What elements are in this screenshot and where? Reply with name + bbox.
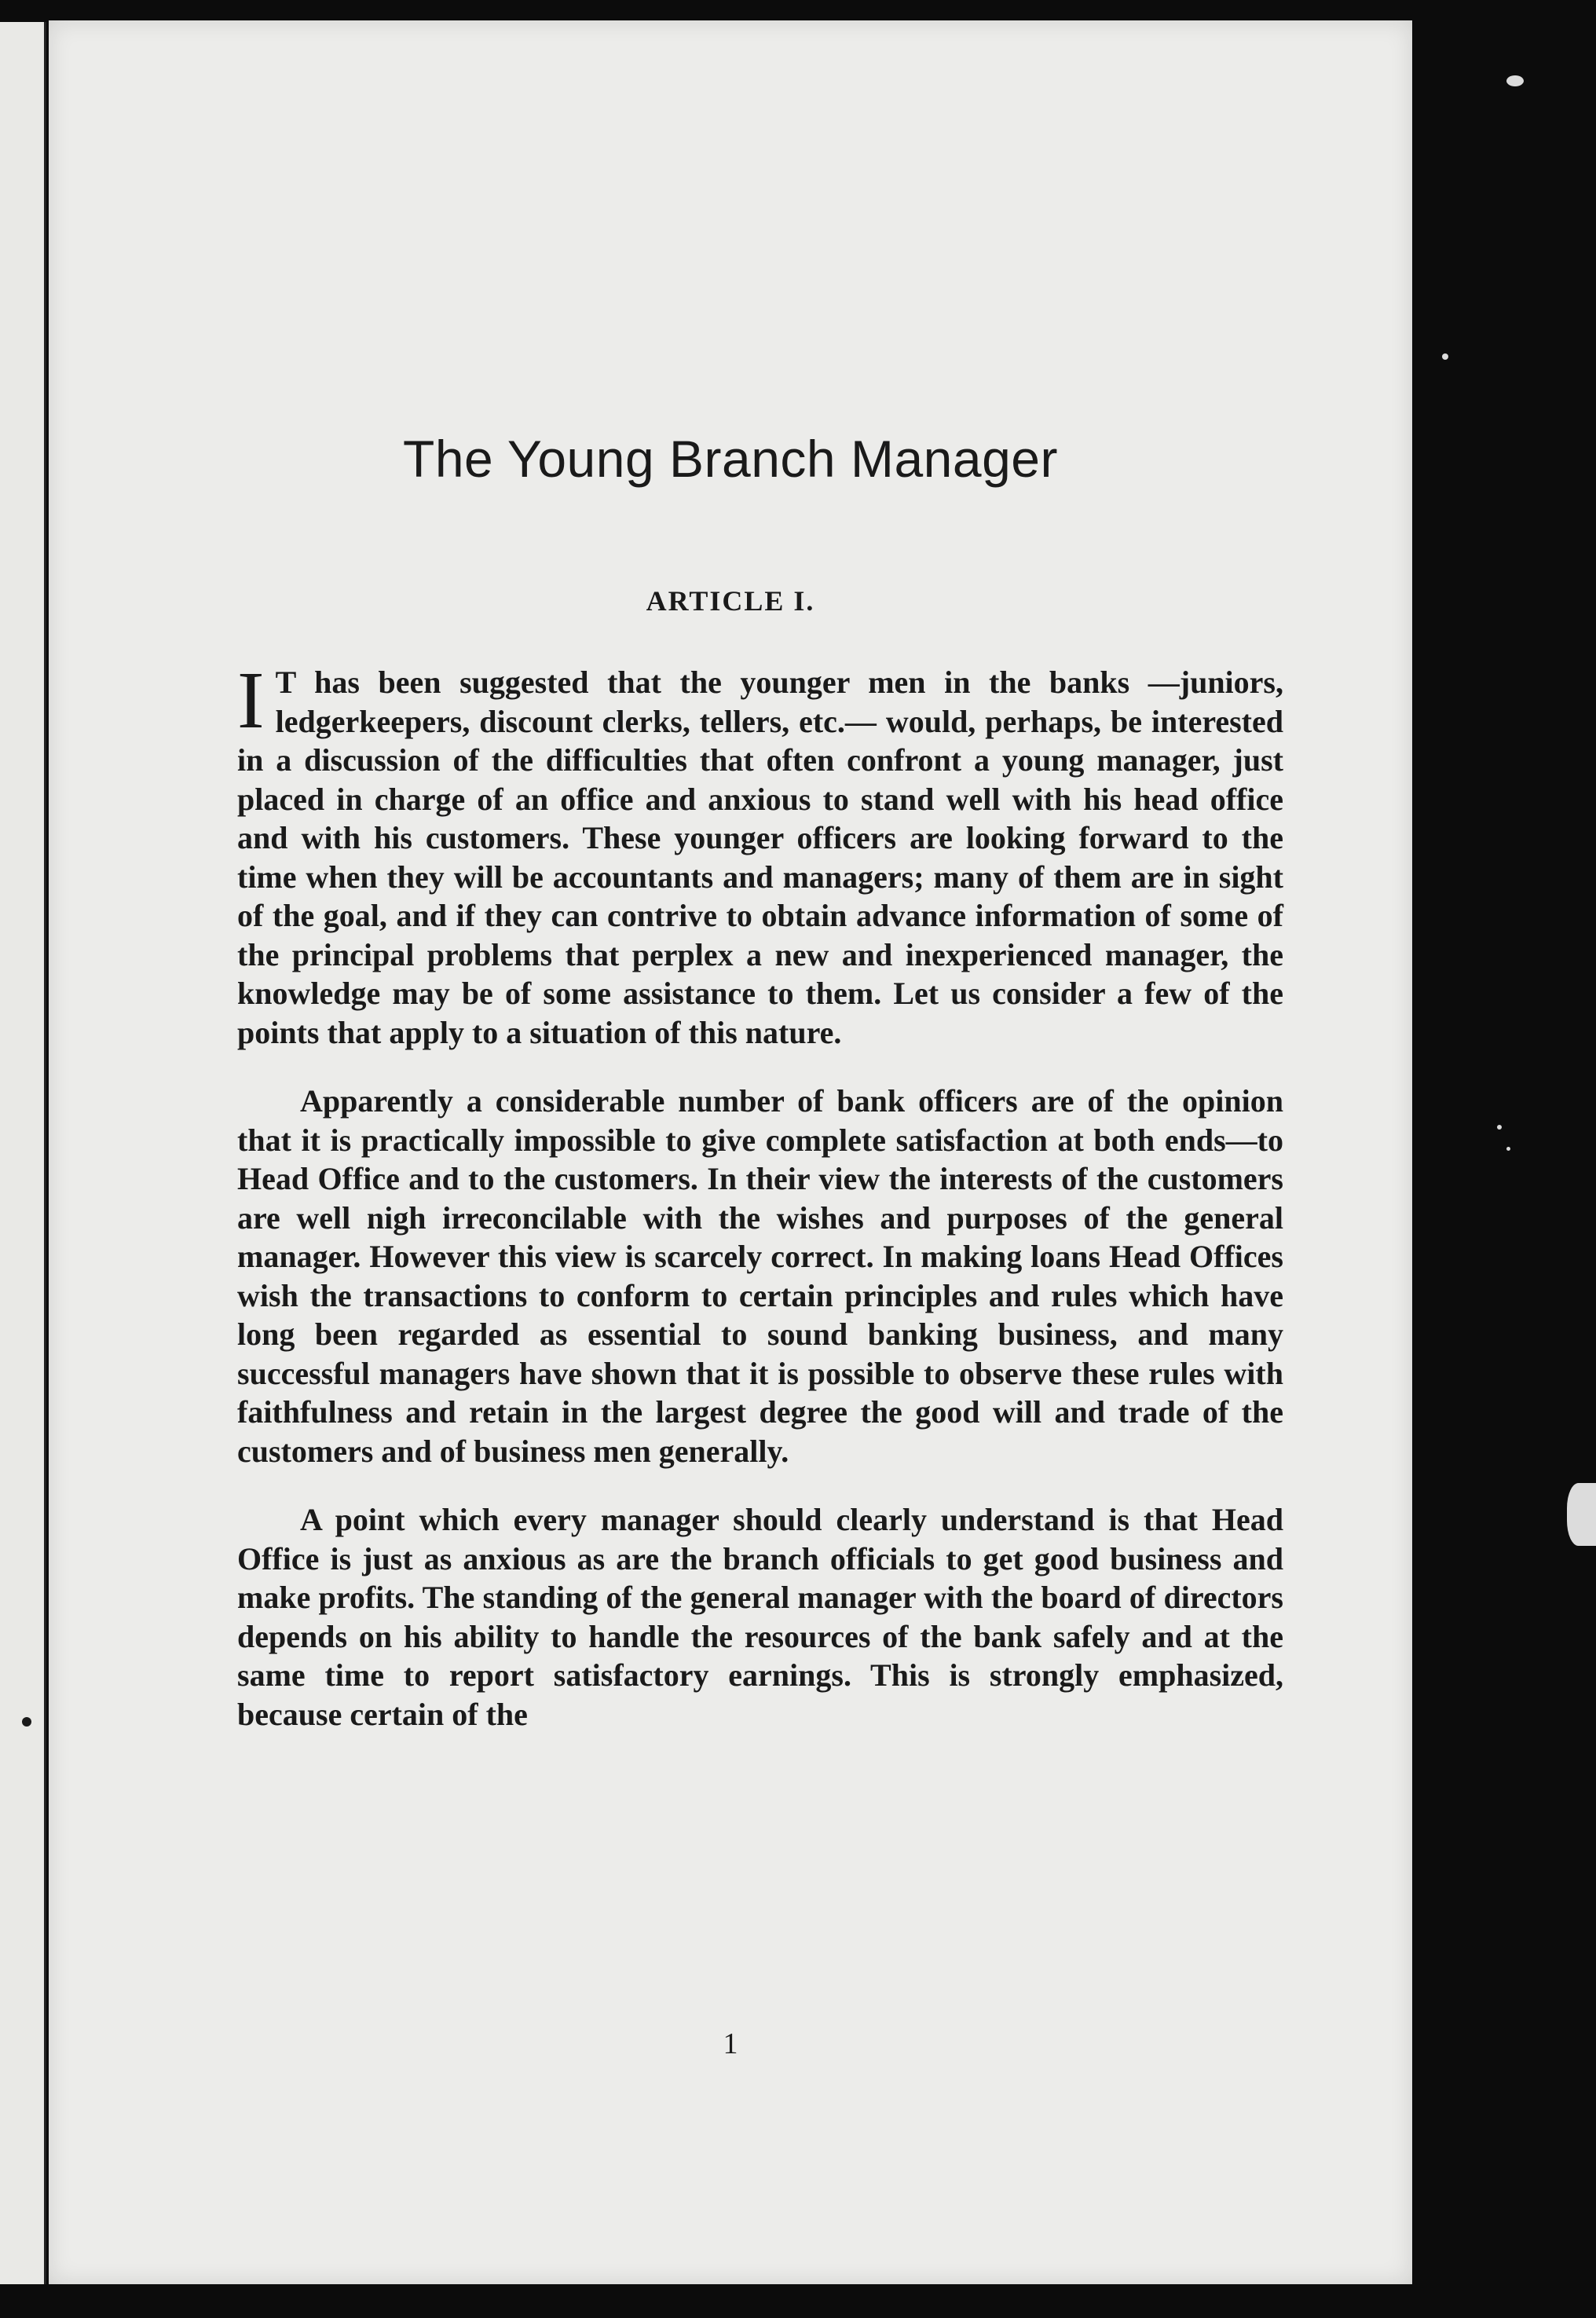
article-body: [237, 655, 1283, 1763]
scan-speck: [1497, 1125, 1502, 1130]
paragraph-3: A point which every manager should clearly understand is that Head Office is just as anxious as are the branch officials to get good business and make profits. The standing of the general manager with the board of directors depends on his ability to handle the resources of the bank safely and at the same time to report satisfactory earnings. This is strongly emphasized, because certain of the: [237, 1502, 1283, 1732]
paragraph-1: [237, 655, 1283, 1052]
scan-speck: [1506, 1147, 1510, 1151]
scan-speck: [22, 1717, 31, 1727]
paragraph-2: Apparently a considerable number of bank officers are of the opinion that it is practically impossible to give complete satisfaction at both ends—to Head Office and to the customers. In their view the interests of the customers are well nigh irreconcilable with the wishes and purposes of the general manager. However this view is scarcely correct. In making loans Head Offices wish the transactions to conform to certain principles and rules which have long been regarded as essential to sound banking business, and many successful managers have shown that it is possible to observe these rules with faithfulness and retain in the largest degree the good will and trade of the customers and of business men generally.: [237, 1083, 1283, 1469]
facing-page-edge: [0, 22, 46, 2284]
page-title: The Young Branch Manager: [403, 430, 1058, 488]
scan-speck: [1442, 353, 1448, 360]
page-number: 1: [723, 2027, 738, 2060]
paragraph-1-text: T has been suggested that the younger men in the banks —juniors, ledgerkeepers, discount clerks, tellers, etc.— would, perhaps, be interested in a discussion of the difficulties that often confront a young manager, just placed in charge of an office and anxious to stand well with his head office and with his customers. These younger officers are looking forward to the time when they will be accountants and managers; many of them are in sight of the goal, and if they can contrive to obtain advance information of some of the principal problems that perplex a new and inexperienced manager, the knowledge may be of some assistance to them. Let us consider a few of the points that apply to a situation of this nature.: [237, 665, 1283, 1050]
scan-speck: [1567, 1483, 1596, 1546]
drop-cap: I: [237, 655, 265, 745]
article-heading: ARTICLE I.: [646, 585, 815, 617]
book-page: [49, 20, 1412, 2284]
scan-speck: [1506, 75, 1524, 86]
